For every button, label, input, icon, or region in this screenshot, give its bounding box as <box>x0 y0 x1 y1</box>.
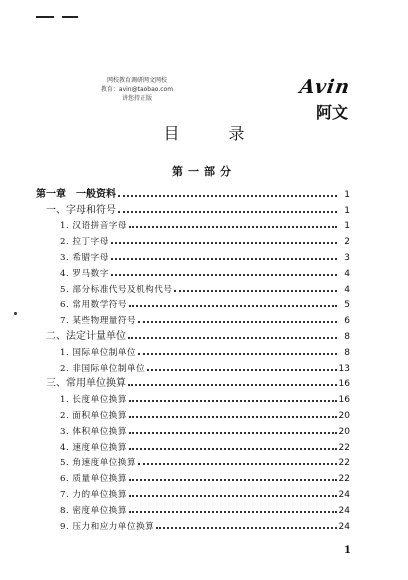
toc-page-number: 1 <box>344 205 350 216</box>
toc-page-number: 8 <box>344 331 350 342</box>
watermark-stamp <box>82 76 192 103</box>
toc-page-number: 22 <box>338 474 350 485</box>
scan-speck <box>14 312 17 315</box>
toc-label: 1. 汉语拼音字母 <box>60 221 127 232</box>
toc-label: 5. 部分标准代号及机构代号 <box>60 284 173 295</box>
dot-leader <box>138 343 337 355</box>
toc-page-number: 22 <box>338 442 350 453</box>
toc-label: 9. 压力和应力单位换算 <box>60 521 155 532</box>
toc-label: 3. 体积单位换算 <box>60 426 127 437</box>
toc-item <box>36 342 350 358</box>
toc-page-number: 20 <box>338 426 350 437</box>
toc-section <box>36 326 350 342</box>
dot-leader <box>129 469 337 481</box>
toc-label: 第一章 一般资料 <box>36 188 116 200</box>
toc-item <box>36 295 350 311</box>
toc-page-number: 4 <box>344 268 350 279</box>
toc-item <box>36 421 350 437</box>
dot-leader <box>111 232 337 244</box>
page-title: 目 录 <box>163 124 267 143</box>
dot-leader <box>129 422 337 434</box>
scan-mark <box>36 16 54 18</box>
toc-item <box>36 453 350 469</box>
logo-latin: Avin <box>298 76 352 98</box>
toc-item <box>36 468 350 484</box>
toc-item <box>36 231 350 247</box>
dot-leader <box>128 374 337 386</box>
toc-item <box>36 500 350 516</box>
toc-page-number: 20 <box>338 410 350 421</box>
toc-page-number: 24 <box>338 505 350 516</box>
dot-leader <box>129 501 337 513</box>
toc-item <box>36 279 350 295</box>
dot-leader <box>129 406 337 418</box>
toc-page-number: 3 <box>344 252 350 263</box>
dot-leader <box>128 327 337 339</box>
dot-leader <box>174 280 337 292</box>
toc-label: 4. 罗马数字 <box>60 268 109 279</box>
dot-leader <box>111 248 337 260</box>
dot-leader <box>129 438 337 450</box>
stamp-line: 教育：avin@taobao.com <box>100 86 174 93</box>
toc-page-number: 22 <box>338 458 350 469</box>
dot-leader <box>129 295 337 307</box>
toc-item <box>36 216 350 232</box>
stamp-line: 讲您持正版 <box>121 95 152 102</box>
toc-label: 二、法定计量单位 <box>46 330 126 342</box>
toc-page-number: 16 <box>338 395 350 406</box>
stamp-line: 网校教育调研网文网校 <box>106 77 167 84</box>
toc-label: 1. 国际单位制单位 <box>60 347 137 358</box>
toc-page-number: 8 <box>344 347 350 358</box>
toc-label: 2. 拉丁字母 <box>60 237 109 248</box>
toc-page-number: 24 <box>338 489 350 500</box>
toc-item <box>36 358 350 374</box>
dot-leader <box>129 485 337 497</box>
logo-cjk: 阿文 <box>316 103 349 122</box>
dot-leader <box>138 311 337 323</box>
toc-page-number: 24 <box>338 521 350 532</box>
dot-leader <box>129 216 337 228</box>
toc-item <box>36 263 350 279</box>
toc-item <box>36 437 350 453</box>
toc-page-number: 4 <box>344 284 350 295</box>
toc-item <box>36 389 350 405</box>
scan-mark <box>62 16 78 18</box>
toc-label: 2. 面积单位换算 <box>60 410 127 421</box>
toc-chapter <box>36 184 350 200</box>
dot-leader <box>156 517 337 529</box>
toc-label: 6. 质量单位换算 <box>60 474 127 485</box>
toc-page-number: 1 <box>344 189 350 200</box>
toc-section <box>36 200 350 216</box>
toc-page-number: 6 <box>344 316 350 327</box>
toc-label: 一、字母和符号 <box>46 204 116 216</box>
toc-page-number: 5 <box>344 300 350 311</box>
toc-label: 6. 常用数学符号 <box>60 300 127 311</box>
toc-label: 三、常用单位换算 <box>46 378 126 390</box>
table-of-contents <box>36 184 350 532</box>
toc-section <box>36 374 350 390</box>
toc-page-number: 16 <box>338 379 350 390</box>
dot-leader <box>111 264 337 276</box>
toc-item <box>36 516 350 532</box>
toc-page-number: 2 <box>344 237 350 248</box>
toc-item <box>36 484 350 500</box>
toc-label: 1. 长度单位换算 <box>60 395 127 406</box>
toc-label: 3. 希腊字母 <box>60 252 109 263</box>
dot-leader <box>129 390 337 402</box>
toc-label: 7. 某些物理量符号 <box>60 316 137 327</box>
toc-item <box>36 405 350 421</box>
dot-leader <box>147 359 337 371</box>
toc-item <box>36 247 350 263</box>
toc-item <box>36 310 350 326</box>
toc-page-number: 13 <box>338 363 350 374</box>
toc-label: 7. 力的单位换算 <box>60 489 127 500</box>
dot-leader <box>118 201 337 213</box>
part-heading: 第一部分 <box>172 165 236 178</box>
page-number: 1 <box>344 545 351 556</box>
dot-leader <box>138 453 337 465</box>
toc-label: 4. 速度单位换算 <box>60 442 127 453</box>
dot-leader <box>118 185 337 197</box>
toc-page-number: 1 <box>344 221 350 232</box>
toc-label: 5. 角速度单位换算 <box>60 458 137 469</box>
toc-label: 8. 密度单位换算 <box>60 505 127 516</box>
toc-label: 2. 非国际单位制单位 <box>60 363 146 374</box>
